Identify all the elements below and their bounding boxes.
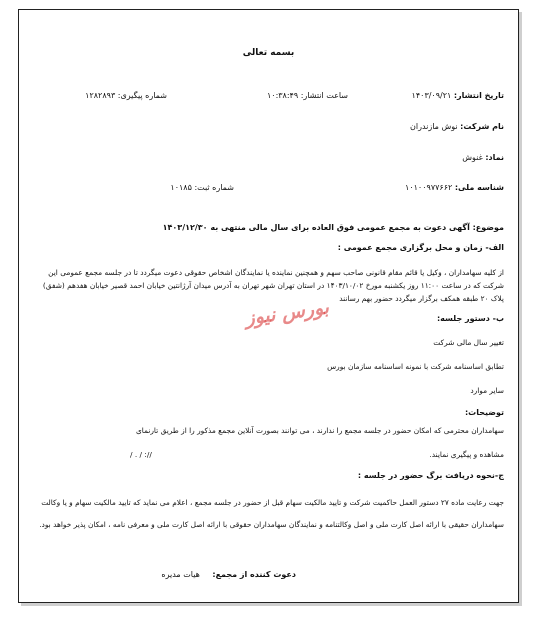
symbol-field — [462, 153, 504, 162]
inviter-value: هیات مدیره — [161, 570, 200, 579]
agenda-item: سایر موارد — [470, 386, 504, 395]
section-b-title: ب- دستور جلسه: — [436, 314, 504, 323]
company-name-value: نوش مازندران — [409, 122, 458, 131]
national-id-value: ۱۰۱۰۰۹۷۷۶۶۲ — [405, 183, 453, 192]
subject-line — [163, 223, 504, 232]
subject-value: آگهی دعوت به مجمع عمومی فوق العاده برای سال مالی منتهی به ۱۴۰۳/۱۲/۳۰ — [162, 223, 470, 232]
tracking-number-label: شماره پیگیری: — [117, 91, 167, 100]
notes-line-2 — [130, 450, 504, 459]
section-c-title: ج-نحوه دریافت برگ حضور در جلسه : — [357, 471, 504, 480]
section-a-text: از کلیه سهامداران ، وکیل یا قائم مقام قانونی صاحب سهم و همچنین نماینده یا نمایندگان اشخاص حقوقی دعوت میگردد تا در جلسه مجمع عمومی این شرکت که در ساعت ۱۱:۰۰ روز یکشنبه مورخ ۱۴۰۳/۱۰/۰۲ در استان تهران شهر تهران به آدرس میدان آرژانتین خیابان احمد قصیر خیابان هفدهم (شفق) پلاک ۲۰ طبقه همکف برگزار میگردد حضور بهم رسانند — [42, 268, 504, 303]
symbol-value: غنوش — [462, 153, 483, 162]
section-a-title: الف- زمان و محل برگزاری مجمع عمومی : — [337, 243, 504, 252]
agenda-item: تغییر سال مالی شرکت — [433, 338, 504, 347]
publish-date-label: تاریخ انتشار: — [453, 91, 504, 100]
publish-date-field — [412, 91, 504, 100]
agenda-item: تطابق اساسنامه شرکت با نمونه اساسنامه سازمان بورس — [327, 362, 504, 371]
notes-url-fragment: / . / :// — [130, 450, 152, 459]
registration-number-field — [170, 183, 234, 192]
company-name-label: نام شرکت: — [460, 122, 504, 131]
document-page — [18, 9, 519, 603]
publish-time-field — [267, 91, 348, 100]
inviter-label: دعوت کننده از مجمع: — [212, 570, 296, 579]
notes-text: سهامداران محترمی که امکان حضور در جلسه مجمع را ندارند ، می توانند بصورت آنلاین مجمع مذکور را از طریق تارنمای — [136, 426, 504, 435]
company-name-field — [410, 122, 504, 131]
symbol-label: نماد: — [485, 153, 504, 162]
tracking-number-value: ۱۲۸۲۸۹۳ — [85, 91, 116, 100]
notes-followup-text: مشاهده و پیگیری نمایند. — [429, 450, 504, 459]
inviter-field — [161, 570, 296, 579]
tracking-number-field — [85, 91, 167, 100]
notes-title: توضیحات: — [464, 408, 504, 417]
section-c-text: جهت رعایت ماده ۲۷ دستور العمل حاکمیت شرکت و تایید مالکیت سهام قبل از حضور در جلسه مجمع ، اعلام می نماید که تایید مالکیت سهام و یا وکالت سهامداران حقیقی با ارائه اصل کارت ملی و اصل وکالتنامه و نمایندگان سهامداران حقوقی با ارائه اصل کارت ملی و معرفی نامه ، امکان پذیر خواهد بود. — [39, 498, 504, 529]
publish-time-label: ساعت انتشار: — [300, 91, 348, 100]
registration-number-value: ۱۰۱۸۵ — [170, 183, 192, 192]
publish-date-value: ۱۴۰۳/۰۹/۲۱ — [411, 91, 452, 100]
subject-label: موضوع: — [472, 223, 504, 232]
national-id-field — [405, 183, 504, 192]
watermark-logo: بورس نیوز — [243, 296, 331, 330]
national-id-label: شناسه ملی: — [454, 183, 504, 192]
publish-time-value: ۱۰:۳۸:۴۹ — [266, 91, 299, 100]
registration-number-label: شماره ثبت: — [194, 183, 234, 192]
document-heading: بسمه تعالی — [242, 48, 295, 58]
